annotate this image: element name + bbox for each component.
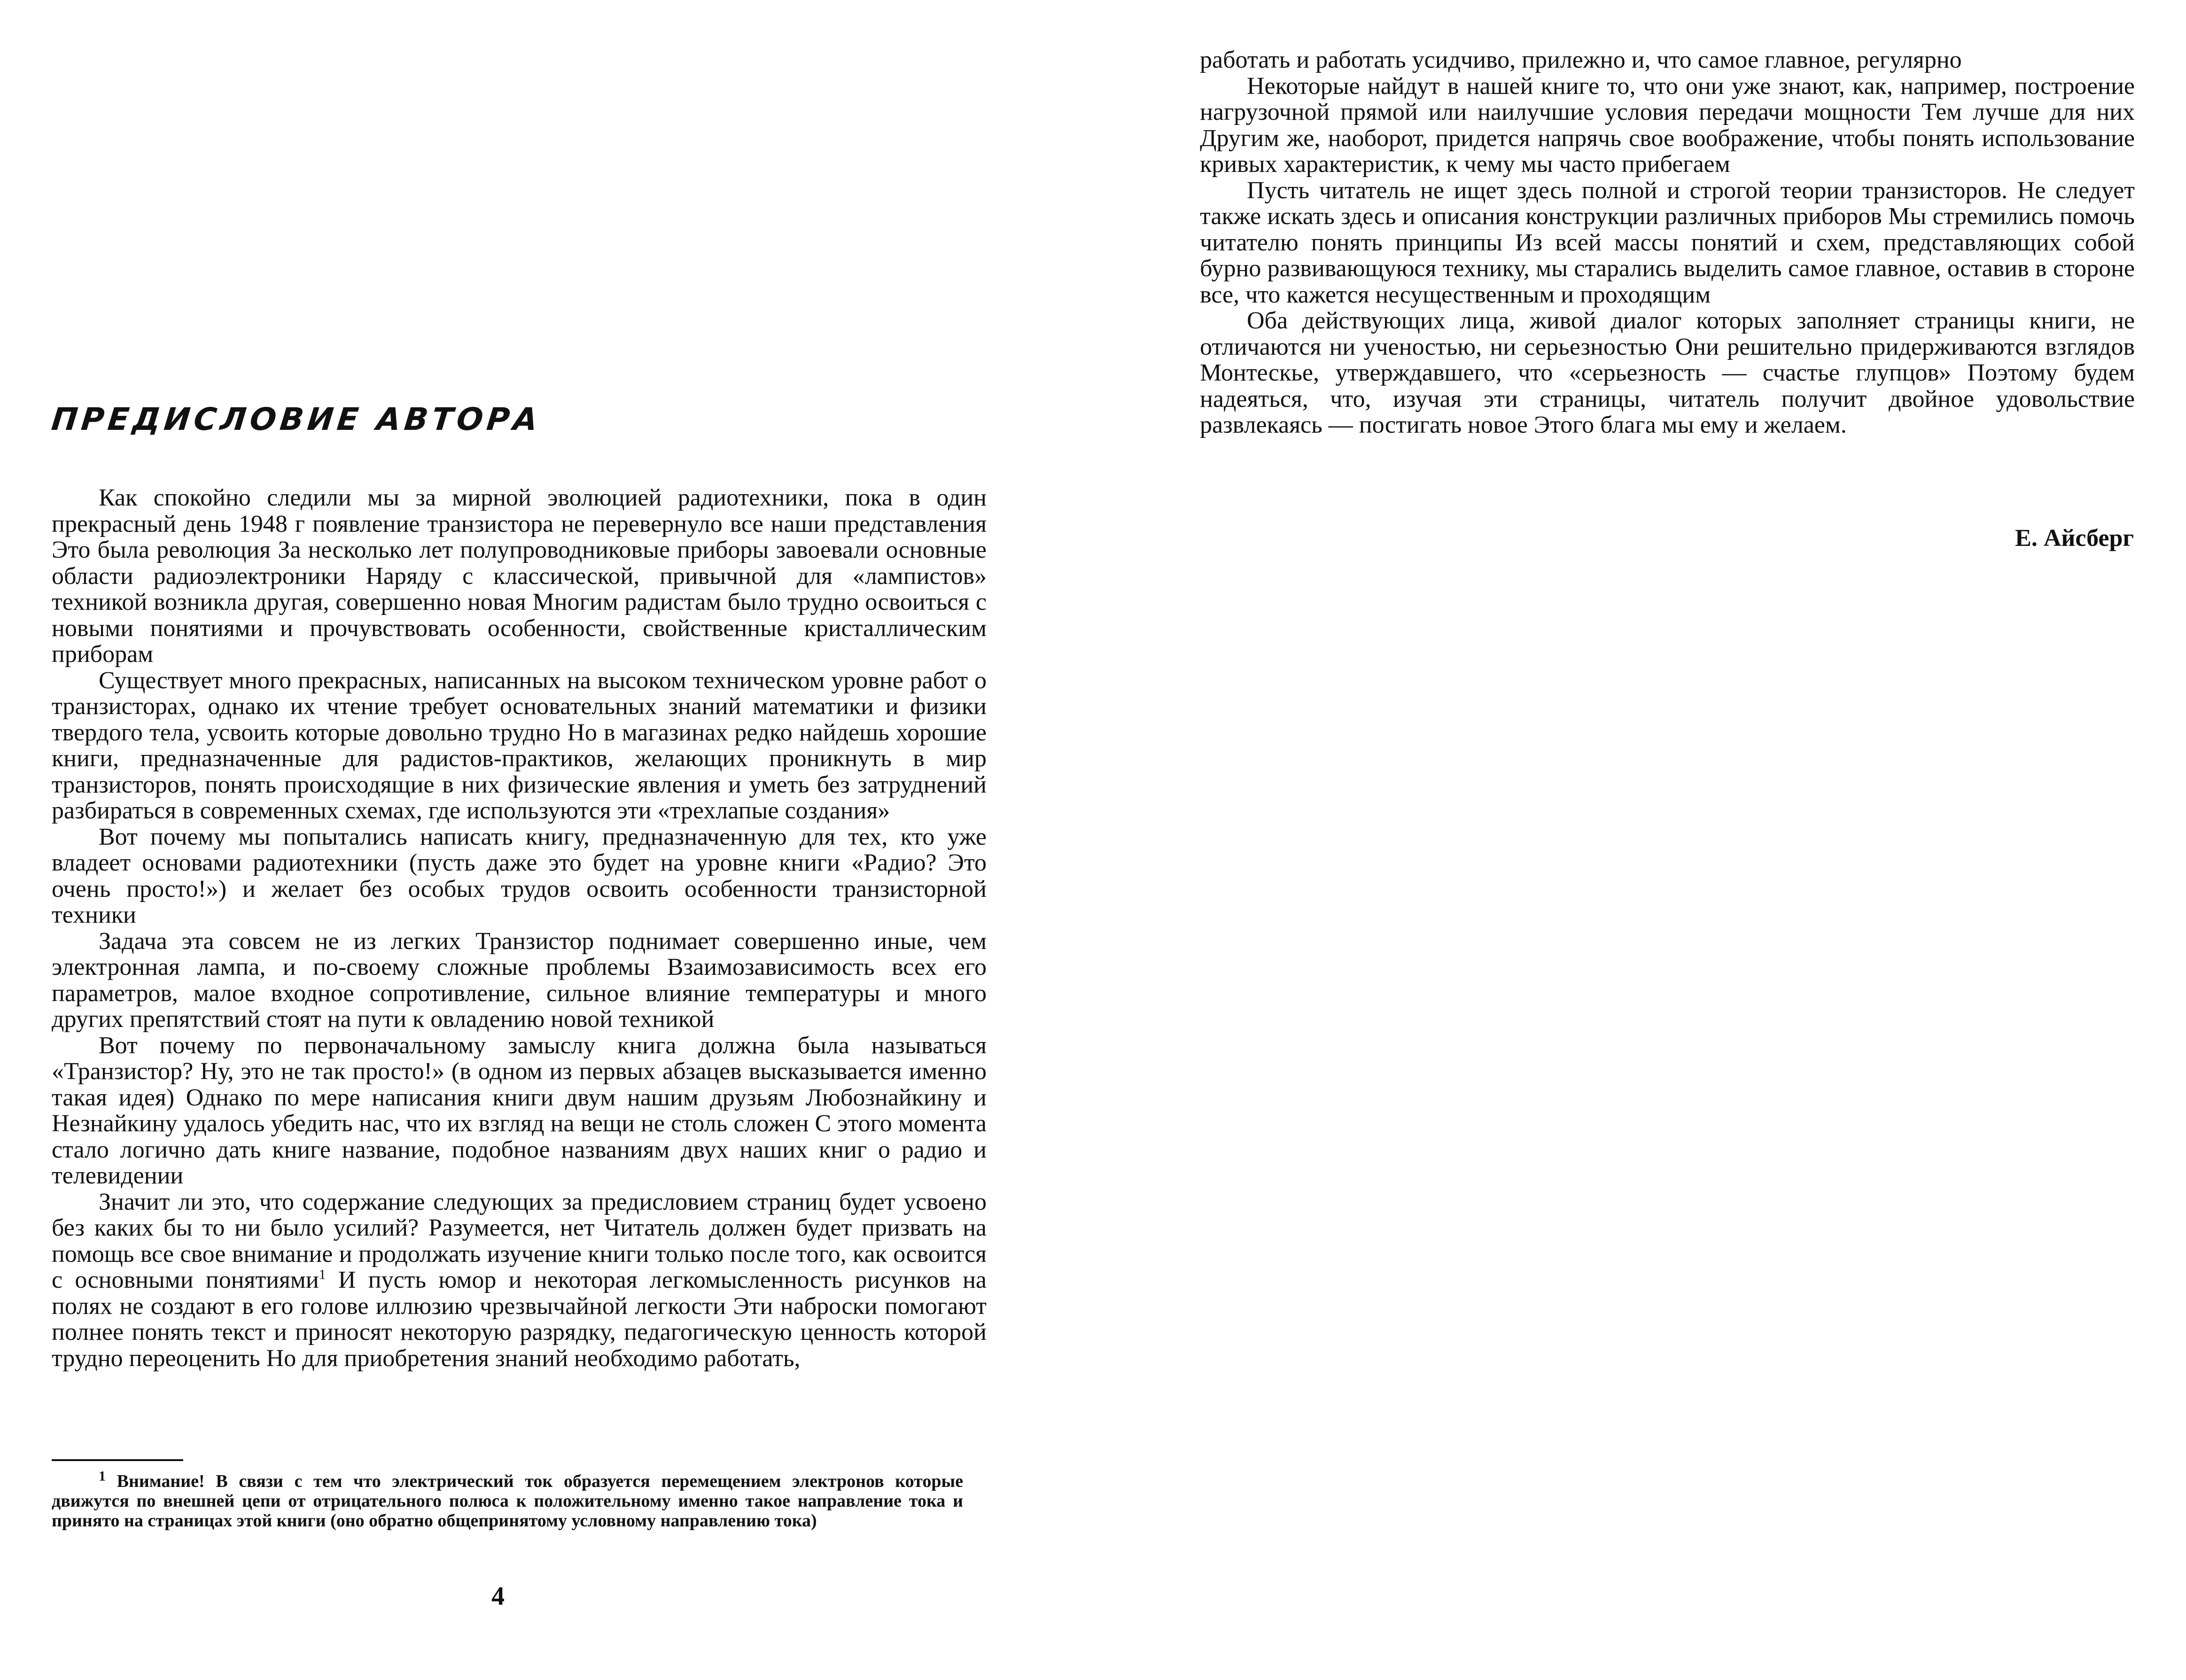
paragraph: Существует много прекрасных, написанных на высоком техническом уровне работ о транзисторах, однако их чтение требует основательных знаний математики и физики твердого тела, усвоить которые довольно трудно Но в магазинах редко найдешь хорошие книги, предназначенные для радистов-практиков, желающих проникнуть в мир транзисторов, понять происходящие в них физические явления и уметь без затруднений разбираться в современных схемах, где используются эти «трехлапые создания» — [52, 667, 987, 824]
preface-body-left — [52, 485, 987, 1371]
paragraph: Вот почему мы попытались написать книгу, предназначенную для тех, кто уже владеет основами радиотехники (пусть даже это будет на уровне книги «Радио? Это очень просто!») и желает без особых трудов освоить особенности транзисторной техники — [52, 823, 987, 928]
paragraph: Вот почему по первоначальному замыслу книга должна была называться «Транзистор? Ну, это не так просто!» (в одном из первых абзацев высказывается именно такая идея) Однако по мере написания книги двум нашим друзьям Любознайкину и Незнайкину удалось убедить нас, что их взгляд на вещи не столь сложен С этого момента стало логично дать книге название, подобное названиям двух наших книг о радио и телевидении — [52, 1032, 987, 1189]
paragraph-text: И пусть юмор и некоторая легкомысленность рисунков на полях не создают в его голове иллюзию чрезвычайной легкости Эти наброски помогают полнее понять текст и приносят некоторую разрядку, педагогическую ценность которой трудно переоценить Но для приобретения знаний необходимо работать, — [52, 1267, 987, 1372]
right-page — [1093, 0, 2186, 1680]
paragraph: Некоторые найдут в нашей книге то, что они уже знают, как, например, построение нагрузочной прямой или наилучшие условия передачи мощности Тем лучше для них Другим же, наоборот, придется напрячь свое воображение, чтобы понять использование кривых характеристик, к чему мы часто прибегаем — [1200, 72, 2135, 178]
paragraph-continuation: работать и работать усидчиво, прилежно и, что самое главное, регулярно — [1200, 47, 1962, 73]
paragraph: Пусть читатель не ищет здесь полной и строгой теории транзисторов. Не следует также искать здесь и описания конструкции различных приборов Мы стремились помочь читателю понять принципы Из всей массы понятий и схем, представляющих собой бурно развивающуюся технику, мы старались выделить самое главное, оставив в стороне все, что кажется несущественным и проходящим — [1200, 177, 2135, 308]
footnote-reference: 1 — [319, 1267, 326, 1283]
page-title: ПРЕДИСЛОВИЕ АВТОРА — [50, 401, 543, 437]
paragraph: Как спокойно следили мы за мирной эволюцией радиотехники, пока в один прекрасный день 1948 г появление транзистора не перевернуло все наши представления Это была революция За несколько лет полупроводниковые приборы завоевали основные области радиоэлектроники Наряду с классической, привычной для «лампистов» техникой возникла другая, совершенно новая Многим радистам было трудно освоиться с новыми понятиями и прочувствовать особенности, свойственные кристаллическим приборам — [52, 484, 987, 668]
page-number: 4 — [491, 1582, 505, 1611]
footnote — [52, 1468, 963, 1531]
footnote-divider — [52, 1459, 183, 1461]
paragraph-with-footnote-ref — [52, 1189, 987, 1372]
author-signature: Е. Айсберг — [2015, 525, 2134, 552]
paragraph-text: Значит ли это, что содержание следующих за предисловием страниц будет усвоено без каких бы то ни было усилий? Разумеется, нет Читатель должен будет призвать на помощь все свое внимание и продолжать изучение книги только после того, как освоится с основными понятиями — [52, 1188, 987, 1293]
footnote-text: Внимание! В связи с тем что электрический ток образуется перемещением электронов которые движутся по внешней цепи от отрицательного полюса к положительному именно такое направление тока и принято на страницах этой книги (оно обратно общепринятому условному направлению тока) — [52, 1471, 963, 1531]
footnote-number: 1 — [99, 1468, 106, 1484]
paragraph: Оба действующих лица, живой диалог которых заполняет страницы книги, не отличаются ни ученостью, ни серьезностью Они решительно придерживаются взглядов Монтескье, утверждавшего, что «серьезность — счастье глупцов» Поэтому будем надеяться, что, изучая эти страницы, читатель получит двойное удовольствие развлекаясь — постигать новое Этого блага мы ему и желаем. — [1200, 307, 2135, 438]
paragraph: Задача эта совсем не из легких Транзистор поднимает совершенно иные, чем электронная лампа, и по-своему сложные проблемы Взаимозависимость всех его параметров, малое входное сопротивление, сильное влияние температуры и много других препятствий стоят на пути к овладению новой техникой — [52, 927, 987, 1033]
preface-body-right — [1200, 47, 2135, 438]
